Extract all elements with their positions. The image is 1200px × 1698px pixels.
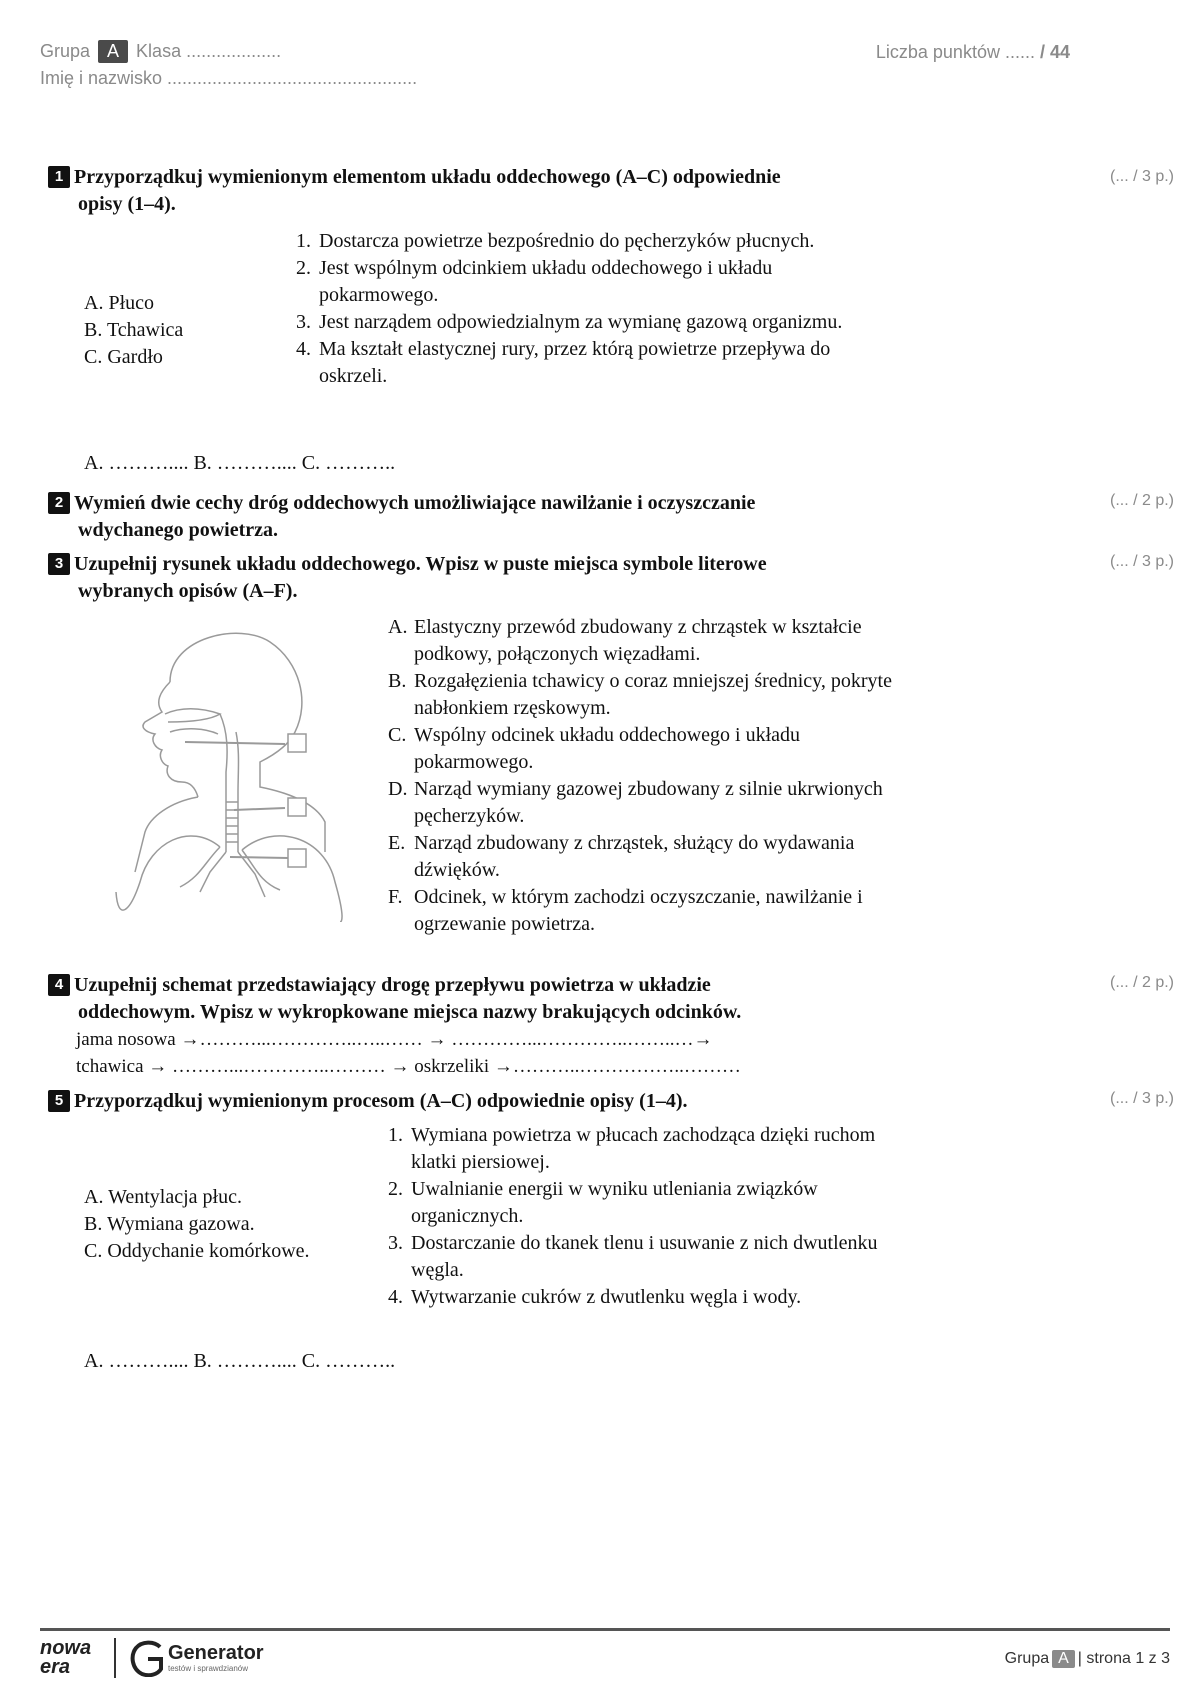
nasal-cavity <box>165 709 220 722</box>
footer-page-info: Grupa A | strona 1 z 3 <box>1004 1650 1170 1667</box>
task-5-title <box>48 1088 908 1115</box>
answer-box-1 <box>288 734 306 752</box>
task-2-points: (... / 2 p.) <box>1109 492 1174 509</box>
answer-box-3 <box>288 849 306 867</box>
task-5-answer-line[interactable]: A. ……….... B. ……….... C. ……….. <box>84 1350 396 1372</box>
task-4-title-line1: Uzupełnij schemat przedstawiający drogę przepływu powietrza w układzie <box>74 974 711 996</box>
description-item: E. Narząd zbudowany z chrząstek, służący do wydawania dźwięków. <box>388 832 855 881</box>
task-2-title-line1: Wymień dwie cechy dróg oddechowych umożliwiające nawilżanie i oczyszczanie <box>74 492 756 514</box>
description-item: 1. Wymiana powietrza w płucach zachodząca dzięki ruchom klatki piersiowej. <box>388 1124 876 1173</box>
scheme-line-2[interactable]: tchawica → ………...…………..……… → oskrzeliki →………..……………..……… <box>76 1056 741 1077</box>
task-2-title <box>48 490 908 544</box>
left-lung <box>116 836 220 910</box>
option-b: B. Tchawica <box>84 319 184 341</box>
points-total: / 44 <box>1039 42 1070 62</box>
class-field: Klasa ................... <box>136 41 282 61</box>
task-1-descriptions <box>296 228 886 390</box>
page-counter: | strona 1 z 3 <box>1077 1650 1170 1667</box>
option-c: C. Gardło <box>84 346 163 368</box>
option-a: A. Wentylacja płuc. <box>84 1186 242 1208</box>
description-item: A. Elastyczny przewód zbudowany z chrząstek w kształcie podkowy, połączonych więzadłami. <box>388 616 862 665</box>
group-label: Grupa <box>40 41 91 61</box>
description-item: D. Narząd wymiany gazowej zbudowany z silnie ukrwionych pęcherzyków. <box>388 778 883 827</box>
description-item: 1. Dostarcza powietrze bezpośrednio do pęcherzyków płucnych. <box>296 230 815 252</box>
task-number-badge: 4 <box>48 974 70 996</box>
scheme-line-1[interactable]: jama nosowa →………...…………..…..…… → …………...…………..……..…→ <box>76 1029 713 1050</box>
task-number-badge: 1 <box>48 166 70 188</box>
task-4-title-line2: oddechowym. Wpisz w wykropkowane miejsca nazwy brakujących odcinków. <box>78 1001 742 1023</box>
option-c: C. Oddychanie komórkowe. <box>84 1240 310 1262</box>
task-4-title <box>48 972 908 1026</box>
task-number-badge: 2 <box>48 492 70 514</box>
face-profile <box>143 682 198 797</box>
total-points <box>876 42 1070 63</box>
task-5-descriptions <box>388 1122 888 1311</box>
points-label: Liczba punktów ...... <box>875 42 1040 62</box>
task-1-title-line1: Przyporządkuj wymienionym elementom układu oddechowego (A–C) odpowiednie <box>74 166 781 188</box>
trachea-line <box>220 714 227 852</box>
nowa-era-logo: nowa era <box>40 1637 92 1678</box>
task-3-descriptions <box>388 614 908 938</box>
task-1-title <box>48 164 908 218</box>
description-item: F. Odcinek, w którym zachodzi oczyszczanie, nawilżanie i ogrzewanie powietrza. <box>388 886 863 935</box>
task-3-title-line2: wybranych opisów (A–F). <box>78 580 298 602</box>
description-item: 2. Jest wspólnym odcinkiem układu oddechowego i układu pokarmowego. <box>296 257 773 306</box>
task-4-points: (... / 2 p.) <box>1109 974 1174 991</box>
pointer-line-2 <box>234 808 285 810</box>
pointer-line-1 <box>185 742 285 744</box>
description-item: B. Rozgałęzienia tchawicy o coraz mniejszej średnicy, pokryte nabłonkiem rzęskowym. <box>388 670 892 719</box>
option-a: A. Płuco <box>84 292 154 314</box>
task-3-title <box>48 551 908 605</box>
footer-logos <box>40 1638 264 1678</box>
logo-divider <box>114 1638 116 1678</box>
name-field: Imię i nazwisko .................................................. <box>40 68 418 88</box>
description-item: 3. Jest narządem odpowiedzialnym za wymianę gazową organizmu. <box>296 311 843 333</box>
description-item: 4. Wytwarzanie cukrów z dwutlenku węgla i wody. <box>388 1286 802 1308</box>
task-1-answer-line[interactable]: A. ……….... B. ……….... C. ……….. <box>84 452 396 474</box>
task-3-title-line1: Uzupełnij rysunek układu oddechowego. Wpisz w puste miejsca symbole literowe <box>74 553 767 575</box>
task-3-points: (... / 3 p.) <box>1109 553 1174 570</box>
description-item: 2. Uwalnianie energii w wyniku utleniania związków organicznych. <box>388 1178 818 1227</box>
footer-divider <box>40 1628 1170 1631</box>
generator-logo-text: Generator testów i sprawdzianów <box>168 1642 264 1673</box>
task-5-points: (... / 3 p.) <box>1109 1090 1174 1107</box>
task-1-title-line2: opisy (1–4). <box>78 193 176 215</box>
task-1-options <box>84 290 183 371</box>
body-outline <box>135 797 198 872</box>
description-item: C. Wspólny odcinek układu oddechowego i układu pokarmowego. <box>388 724 801 773</box>
description-item: 4. Ma kształt elastycznej rury, przez którą powietrze przepływa do oskrzeli. <box>296 338 831 387</box>
footer-group-badge: A <box>1052 1650 1075 1668</box>
task-5-options <box>84 1184 310 1265</box>
task-2-title-line2: wdychanego powietrza. <box>78 519 278 541</box>
task-5-title-line1: Przyporządkuj wymienionym procesom (A–C) odpowiednie opisy (1–4). <box>74 1090 688 1112</box>
answer-box-2 <box>288 798 306 816</box>
respiratory-system-drawing <box>110 622 350 922</box>
group-badge: A <box>98 40 128 63</box>
task-number-badge: 5 <box>48 1090 70 1112</box>
description-item: 3. Dostarczanie do tkanek tlenu i usuwanie z nich dwutlenku węgla. <box>388 1232 878 1281</box>
pointer-line-3 <box>230 857 288 858</box>
option-b: B. Wymiana gazowa. <box>84 1213 255 1235</box>
task-1-points: (... / 3 p.) <box>1109 168 1174 185</box>
task-number-badge: 3 <box>48 553 70 575</box>
header-group-line <box>40 40 281 63</box>
generator-g-icon <box>130 1639 164 1677</box>
